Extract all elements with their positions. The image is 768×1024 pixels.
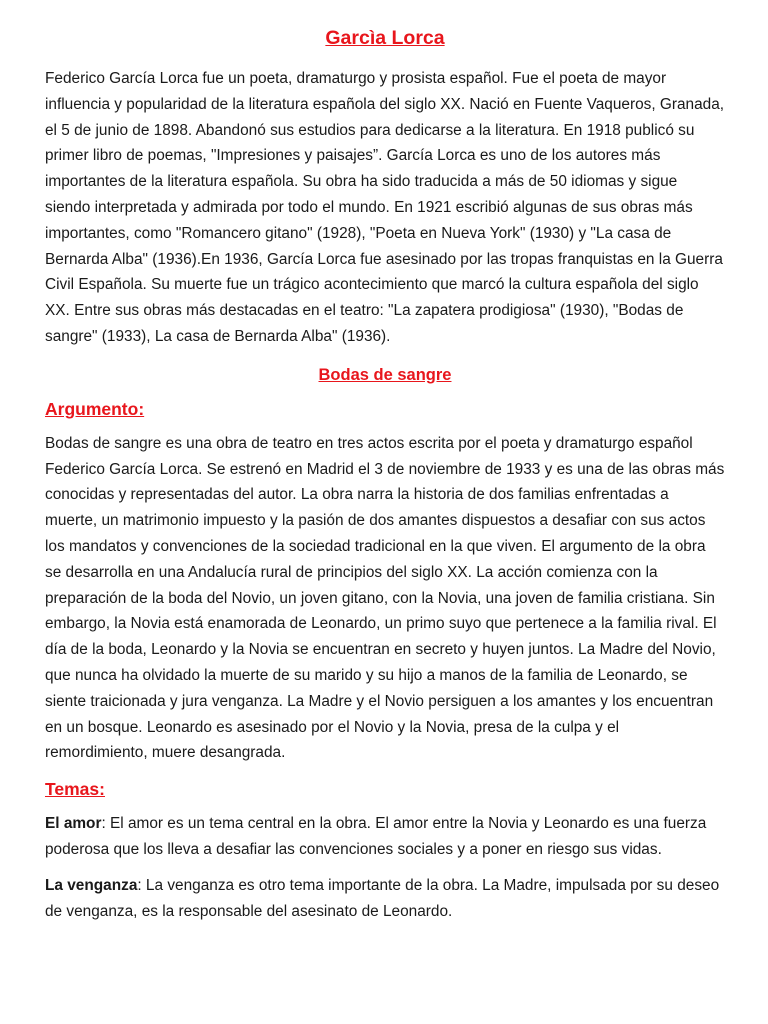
theme-item-love: [45, 811, 725, 863]
theme-item-revenge: [45, 873, 725, 925]
theme-text-revenge: : La venganza es otro tema importante de la obra. La Madre, impulsada por su deseo de venganza, es la responsable del asesinato de Leonardo.: [45, 876, 720, 920]
work-subtitle: Bodas de sangre: [318, 365, 452, 384]
intro-paragraph: Federico García Lorca fue un poeta, dramaturgo y prosista español. Fue el poeta de mayor influencia y popularidad de la literatura española del siglo XX. Nació en Fuente Vaqueros, Granada, el 5 de junio de 1898. Abandonó sus estudios para dedicarse a la literatura. En 1918 publicó su primer libro de poemas, "Impresiones y paisajes”. García Lorca es uno de los autores más importantes de la literatura española. Su obra ha sido traducida a más de 50 idiomas y sigue siendo interpretada y admirada por todo el mundo. En 1921 escribió algunas de sus obras más importantes, como "Romancero gitano" (1928), "Poeta en Nueva York" (1930) y "La casa de Bernarda Alba" (1936).En 1936, García Lorca fue asesinado por las tropas franquistas en la Guerra Civil Española. Su muerte fue un trágico acontecimiento que marcó la cultura española del siglo XX. Entre sus obras más destacadas en el teatro: "La zapatera prodigiosa" (1930), "Bodas de sangre" (1933), La casa de Bernarda Alba" (1936).: [45, 70, 725, 345]
theme-text-love: : El amor es un tema central en la obra. El amor entre la Novia y Leonardo es una fuerza poderosa que los lleva a desafiar las convenciones sociales y a poner en riesgo sus vidas.: [45, 815, 707, 858]
argument-heading: Argumento:: [45, 398, 145, 419]
themes-heading: Temas:: [45, 779, 105, 800]
theme-term-love: El amor: [45, 815, 102, 833]
argument-paragraph: Bodas de sangre es una obra de teatro en tres actos escrita por el poeta y dramaturgo español Federico García Lorca. Se estrenó en Madrid el 3 de noviembre de 1933 y es una de las obras más conocidas y representadas del autor. La obra narra la historia de dos familias enfrentadas a muerte, un matrimonio impuesto y la pasión de dos amantes dispuestos a desafiar con sus actos los mandatos y convenciones de la sociedad tradicional en la que viven. El argumento de la obra se desarrolla en una Andalucía rural de principios del siglo XX. La acción comienza con la preparación de la boda del Novio, un joven gitano, con la Novia, una joven de familia cristiana. Sin embargo, la Novia está enamorada de Leonardo, un primo suyo que pertenece a la familia rival. El día de la boda, Leonardo y la Novia se encuentran en secreto y huyen juntos. La Madre del Novio, que nunca ha olvidado la muerte de su marido y su hijo a manos de la familia de Leonardo, se siente traicionada y jura venganza. La Madre y el Novio persiguen a los amantes y los encuentran en un bosque. Leonardo es asesinado por el Novio y la Novia, presa de la culpa y el remordimiento, muere desangrada.: [45, 434, 725, 762]
document-title: Garcìa Lorca: [325, 27, 445, 49]
document-page: [45, 24, 725, 934]
theme-term-revenge: La venganza: [45, 876, 138, 894]
